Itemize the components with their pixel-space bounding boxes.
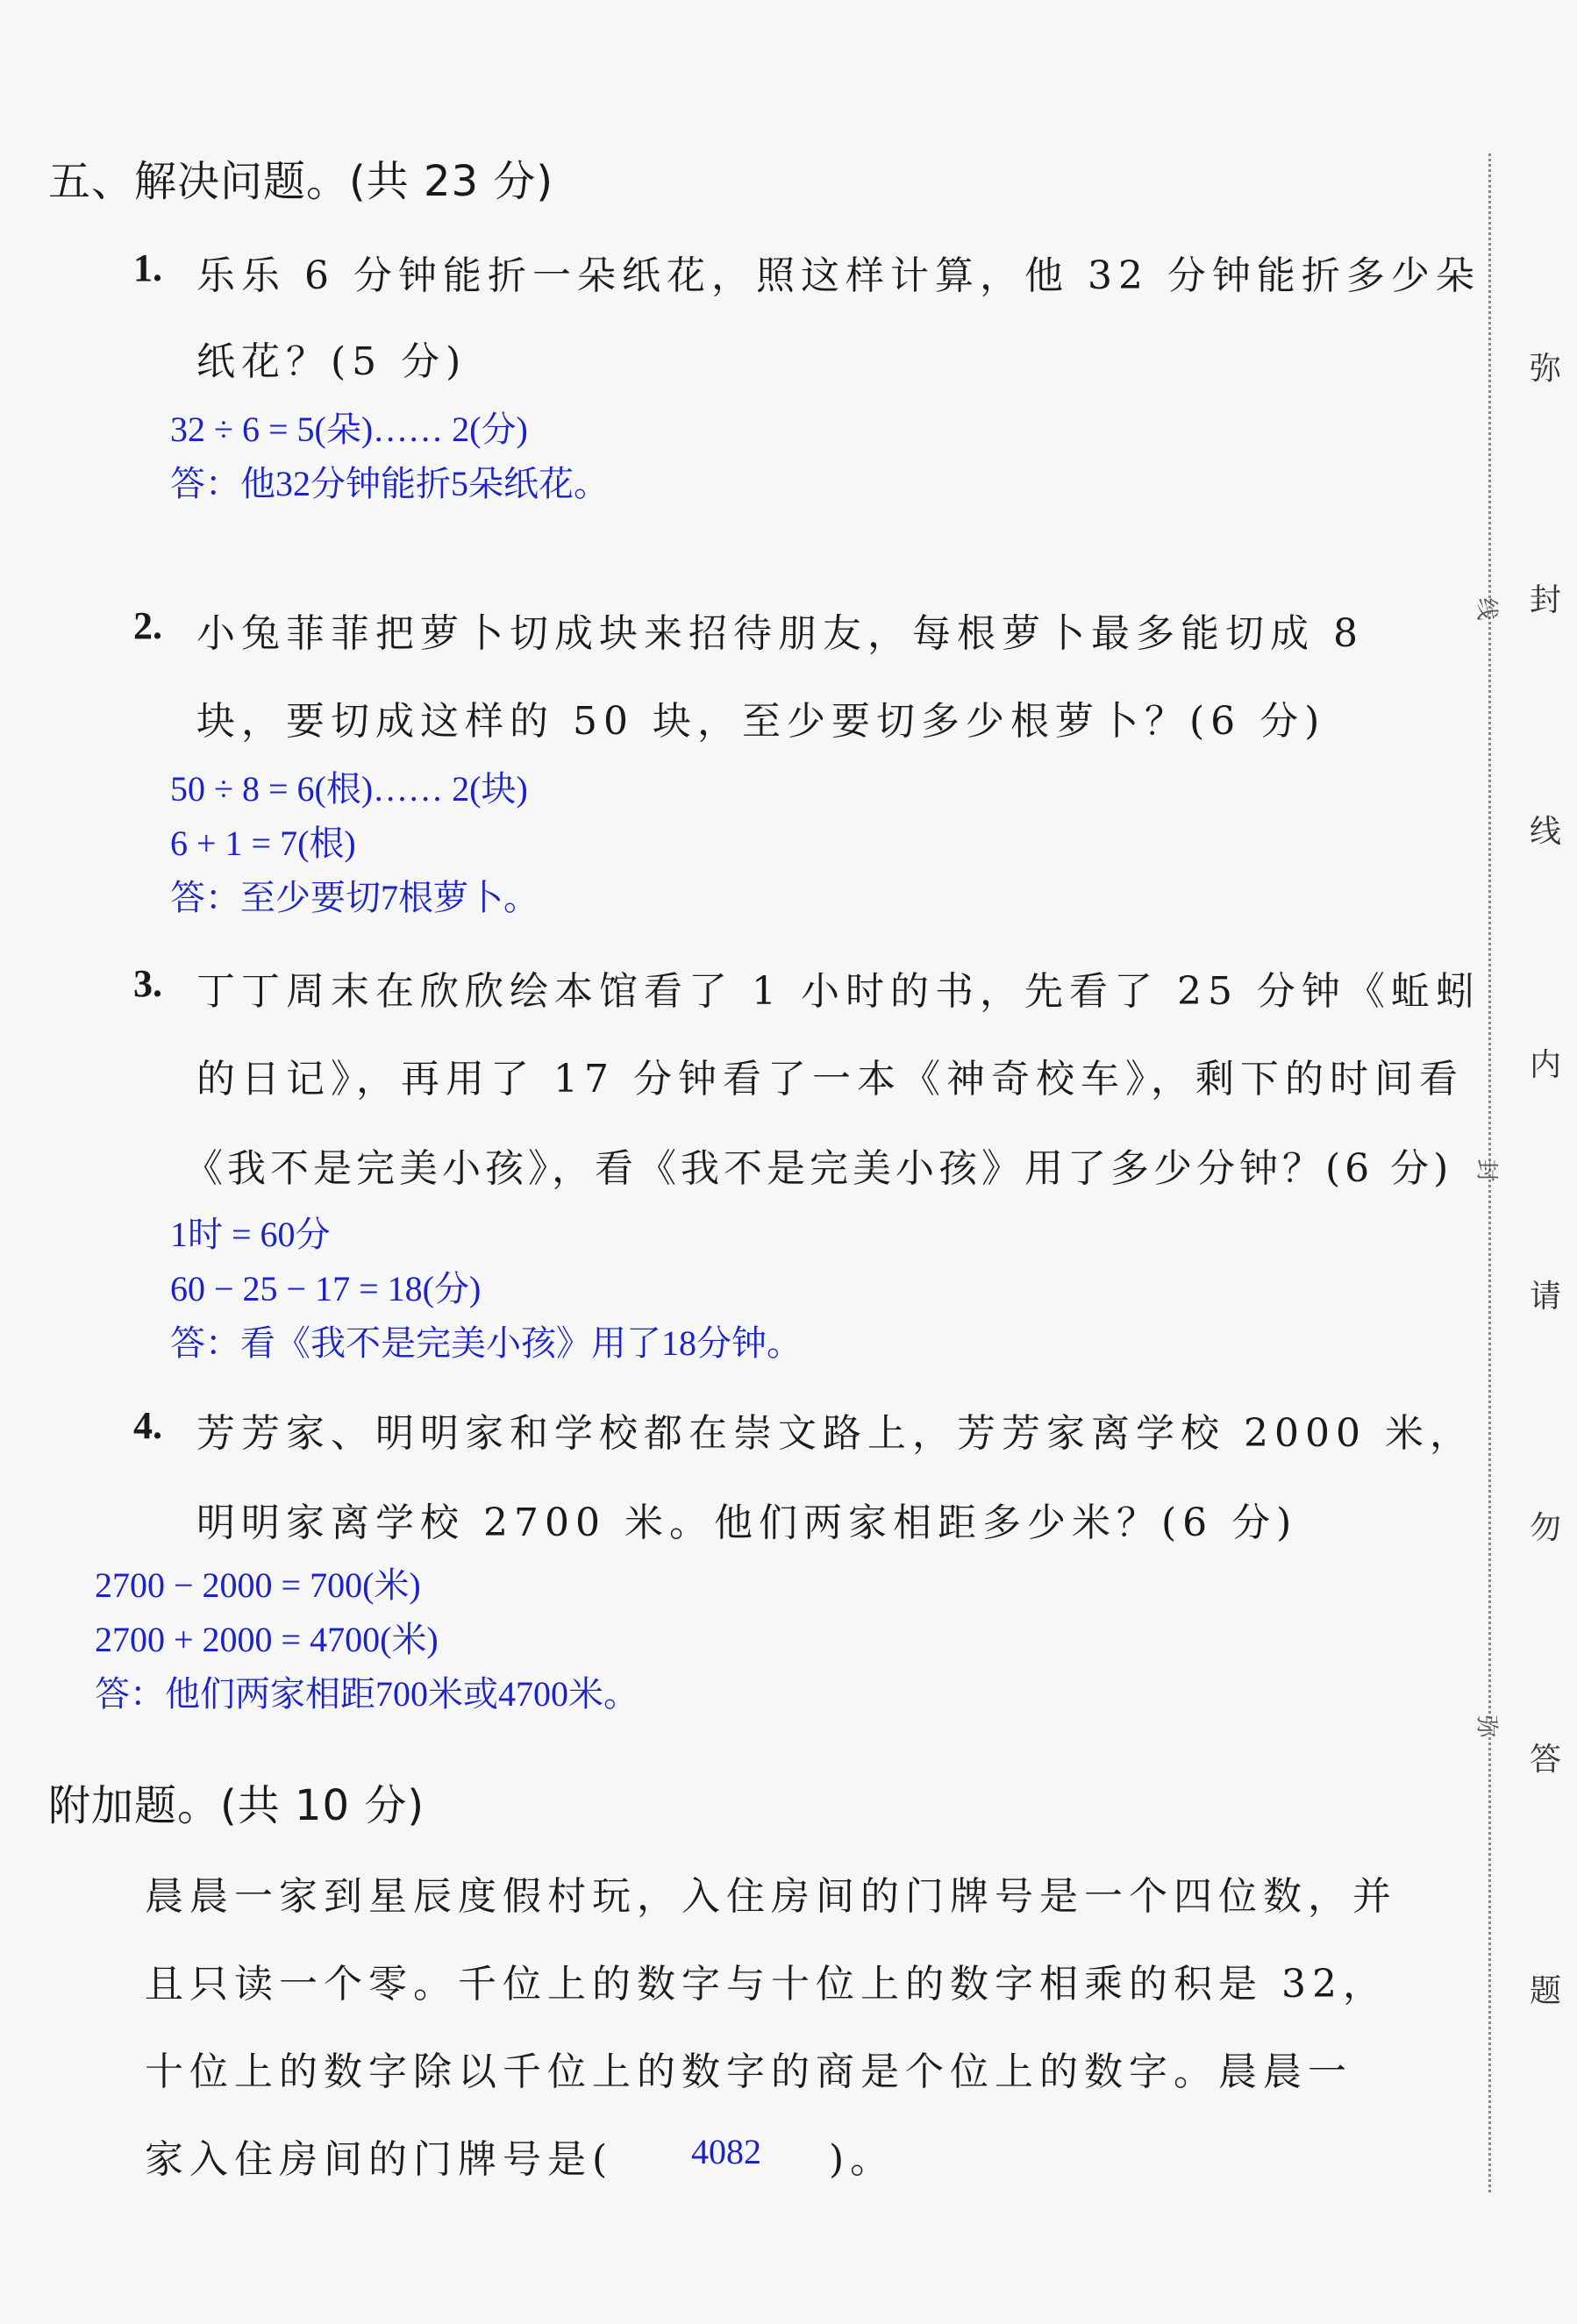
bonus-last-line-suffix: )。 bbox=[829, 2137, 896, 2182]
answer-line: 2700 − 2000 = 700(米) bbox=[95, 1565, 421, 1605]
bonus-title: 附加题。(共 10 分) bbox=[48, 1781, 425, 1830]
margin-notice-char: 题 bbox=[1530, 1973, 1562, 2009]
margin-notice-char: 封 bbox=[1530, 582, 1562, 618]
answer-line: 2700 + 2000 = 4700(米) bbox=[95, 1620, 439, 1659]
question-text-line: 乐乐 6 分钟能折一朵纸花，照这样计算，他 32 分钟能折多少朵 bbox=[196, 253, 1481, 298]
answer-line: 6 + 1 = 7(根) bbox=[170, 823, 356, 863]
question-text-line: 小兔菲菲把萝卜切成块来招待朋友，每根萝卜最多能切成 8 bbox=[196, 611, 1364, 656]
answer-line: 1时 = 60分 bbox=[170, 1215, 331, 1254]
margin-notice-char: 弥 bbox=[1530, 351, 1562, 387]
answer-line: 答：他32分钟能折5朵纸花。 bbox=[170, 464, 609, 503]
answer-line: 答：他们两家相距700米或4700米。 bbox=[95, 1674, 639, 1714]
question-text-line: 明明家离学校 2700 米。他们两家相距多少米？(6 分) bbox=[196, 1501, 1298, 1545]
margin-notice-char: 线 bbox=[1530, 814, 1562, 850]
question-text-line: 芳芳家、明明家和学校都在崇文路上，芳芳家离学校 2000 米， bbox=[196, 1411, 1474, 1456]
fill-in-answer: 4082 bbox=[691, 2132, 761, 2171]
answer-line: 60 − 25 − 17 = 18(分) bbox=[170, 1269, 482, 1308]
bonus-text-line: 十位上的数字除以千位上的数字的商是个位上的数字。晨晨一 bbox=[145, 2050, 1352, 2094]
answer-line: 答：至少要切7根萝卜。 bbox=[170, 878, 539, 917]
question-number: 2. bbox=[133, 604, 162, 647]
answer-line: 50 ÷ 8 = 6(根)…… 2(块) bbox=[170, 769, 528, 809]
answer-line: 32 ÷ 6 = 5(朵)…… 2(分) bbox=[170, 410, 528, 449]
bonus-text-line: 晨晨一家到星辰度假村玩，入住房间的门牌号是一个四位数，并 bbox=[145, 1874, 1397, 1919]
question-number: 4. bbox=[133, 1404, 162, 1447]
bonus-last-line-prefix: 家入住房间的门牌号是( bbox=[145, 2137, 614, 2182]
margin-notice-char: 答 bbox=[1530, 1742, 1562, 1778]
question-number: 3. bbox=[133, 962, 162, 1005]
question-text-line: 块，要切成这样的 50 块，至少要切多少根萝卜？(6 分) bbox=[196, 699, 1326, 744]
margin-notice-char: 请 bbox=[1530, 1279, 1562, 1315]
binding-line-label: 封 bbox=[1473, 1158, 1500, 1182]
question-text-line: 纸花？(5 分) bbox=[196, 339, 467, 384]
question-text-line: 《我不是完美小孩》，看《我不是完美小孩》用了多少分钟？(6 分) bbox=[184, 1146, 1453, 1191]
question-number: 1. bbox=[133, 246, 162, 289]
question-text-line: 丁丁周末在欣欣绘本馆看了 1 小时的书，先看了 25 分钟《蚯蚓 bbox=[196, 969, 1481, 1014]
section-title: 五、解决问题。(共 23 分) bbox=[48, 157, 554, 206]
binding-line-label: 弥 bbox=[1473, 1714, 1500, 1738]
binding-line-label: 线 bbox=[1473, 597, 1500, 621]
margin-notice-char: 内 bbox=[1530, 1047, 1562, 1083]
answer-line: 答：看《我不是完美小孩》用了18分钟。 bbox=[170, 1323, 802, 1363]
bonus-text-line: 且只读一个零。千位上的数字与十位上的数字相乘的积是 32， bbox=[145, 1962, 1388, 2007]
question-text-line: 的日记》，再用了 17 分钟看了一本《神奇校车》，剩下的时间看 bbox=[196, 1057, 1464, 1101]
margin-notice-char: 勿 bbox=[1530, 1510, 1562, 1546]
